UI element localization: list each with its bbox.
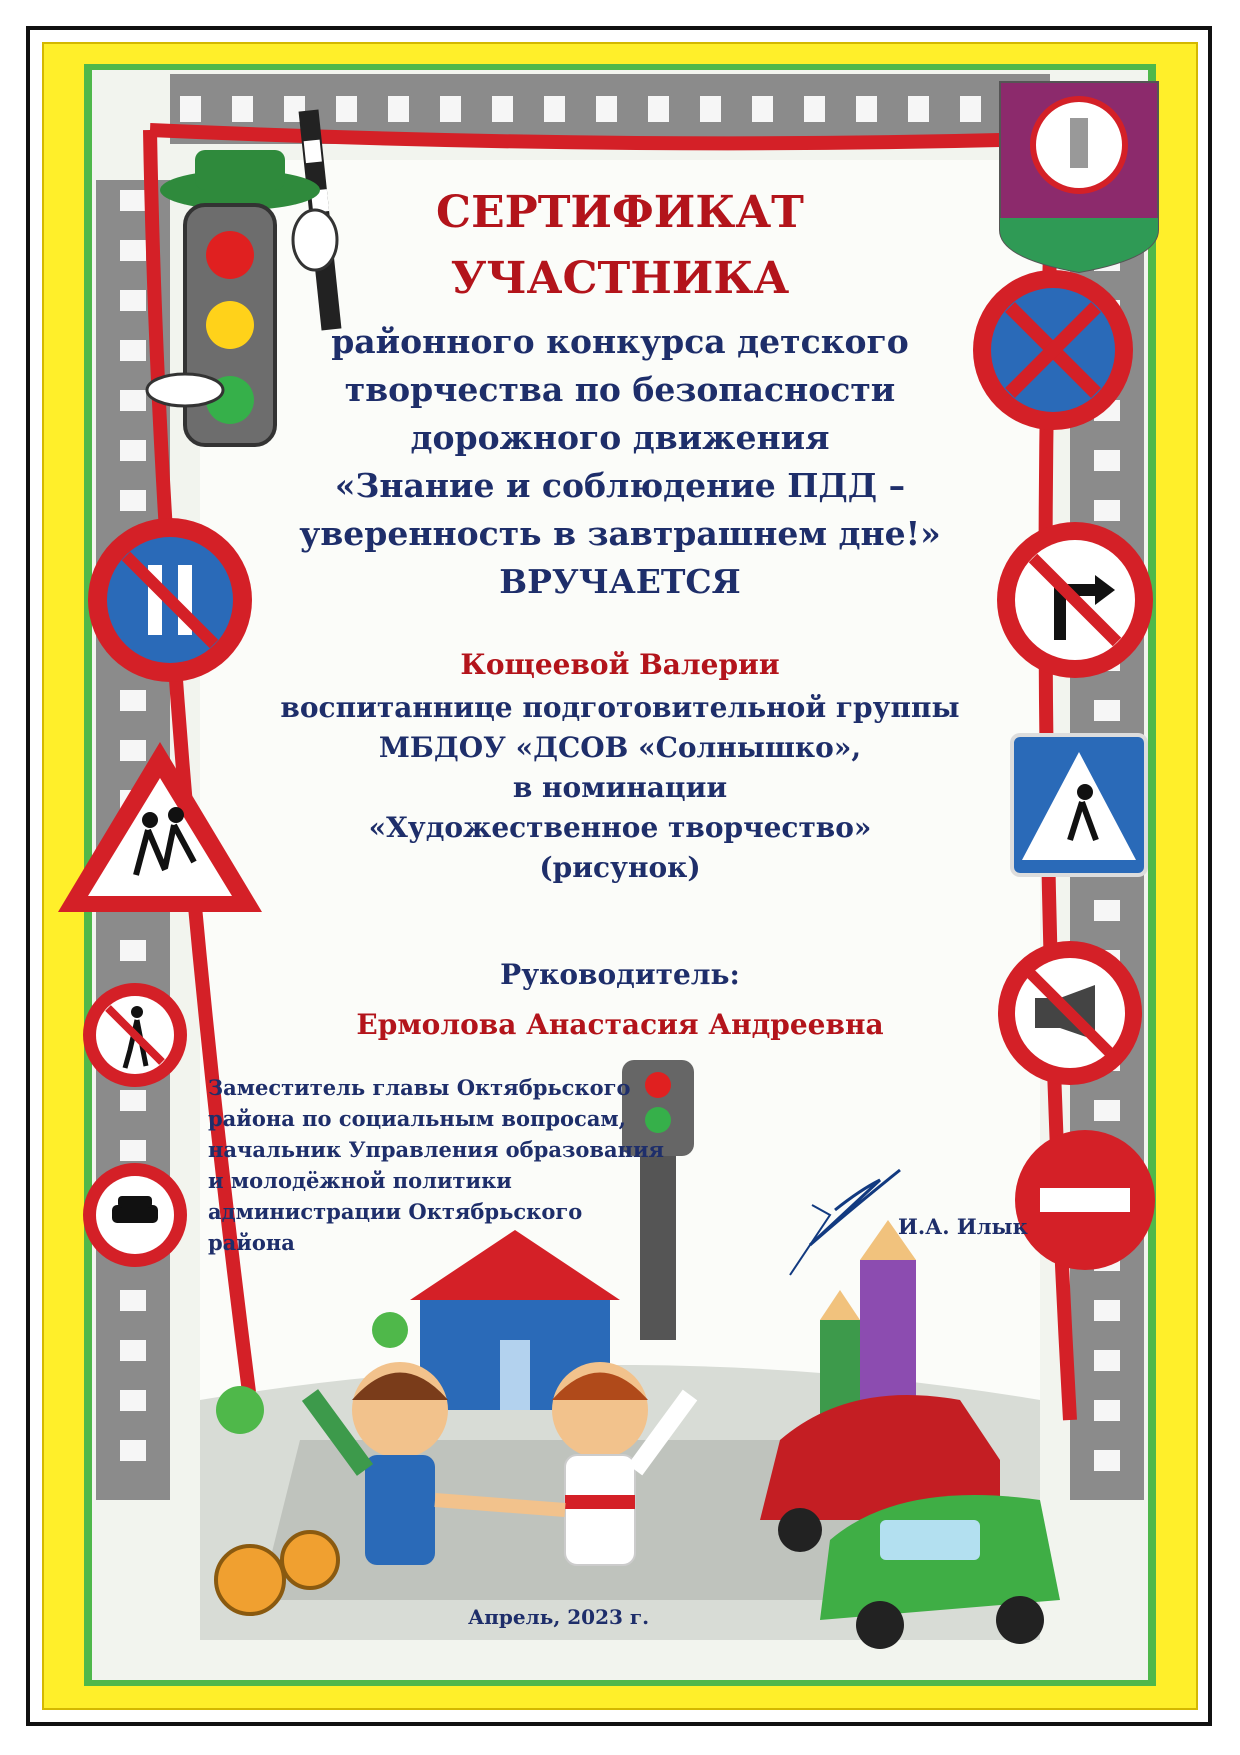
signature-line: начальник Управления образования bbox=[208, 1137, 665, 1162]
recipient-line: «Художественное творчество» bbox=[368, 811, 872, 844]
recipient-name: Кощеевой Валерии bbox=[460, 648, 780, 681]
contest-line: уверенность в завтрашнем дне!» bbox=[299, 514, 941, 553]
contest-line: районного конкурса детского bbox=[331, 322, 909, 361]
signature-line: и молодёжной политики bbox=[208, 1168, 512, 1193]
supervisor-label: Руководитель: bbox=[500, 958, 740, 991]
contest-line: дорожного движения bbox=[410, 418, 830, 457]
contest-description bbox=[0, 318, 1240, 606]
signature-line: Заместитель главы Октябрьского bbox=[208, 1075, 631, 1100]
no-entry-sign-icon bbox=[1015, 1130, 1155, 1270]
title-line-1: СЕРТИФИКАТ bbox=[436, 187, 804, 238]
recipient-line: МБДОУ «ДСОВ «Солнышко», bbox=[378, 731, 862, 764]
recipient-line: воспитаннице подготовительной группы bbox=[280, 691, 960, 724]
recipient-line: (рисунок) bbox=[539, 851, 701, 884]
signature-line: администрации Октябрьского района bbox=[208, 1199, 583, 1255]
awarded-label: ВРУЧАЕТСЯ bbox=[499, 562, 741, 601]
supervisor-name: Ермолова Анастасия Андреевна bbox=[356, 1008, 884, 1041]
red-road-line-top bbox=[150, 130, 1000, 143]
certificate-title bbox=[0, 180, 1240, 312]
contest-line: «Знание и соблюдение ПДД – bbox=[334, 466, 906, 505]
recipient-details bbox=[0, 688, 1240, 888]
issue-date: Апрель, 2023 г. bbox=[468, 1605, 650, 1629]
no-motor-vehicles-sign-icon bbox=[83, 1163, 187, 1267]
title-line-2: УЧАСТНИКА bbox=[450, 253, 790, 304]
signature-stroke bbox=[790, 1205, 830, 1275]
signature-block bbox=[208, 1072, 668, 1258]
contest-line: творчества по безопасности bbox=[344, 370, 896, 409]
signature-line: района по социальным вопросам, bbox=[208, 1106, 626, 1131]
signer-name: И.А. Илык bbox=[898, 1214, 1028, 1239]
recipient-line: в номинации bbox=[512, 771, 728, 804]
